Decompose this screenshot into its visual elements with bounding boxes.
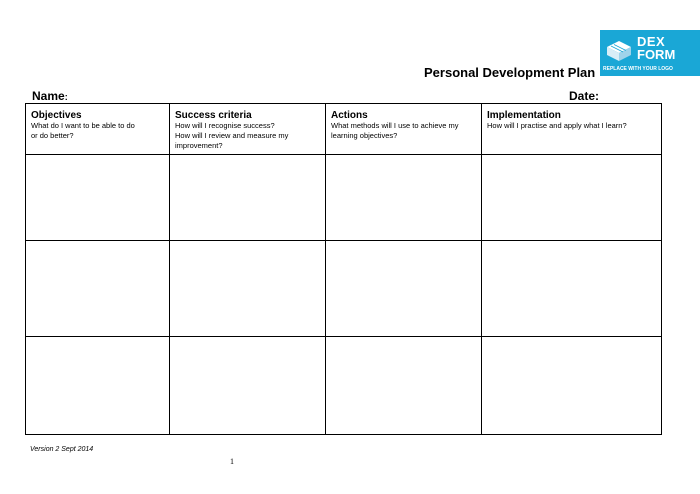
column-header-implementation <box>482 104 662 155</box>
actions-cell[interactable] <box>326 241 482 337</box>
success-criteria-cell[interactable] <box>170 337 326 435</box>
column-subtext: What methods will I use to achieve my learning objectives? <box>331 121 459 140</box>
name-label-text: Name <box>32 89 65 103</box>
logo-tagline: REPLACE WITH YOUR LOGO <box>603 66 673 72</box>
success-criteria-cell[interactable] <box>170 155 326 241</box>
column-header-actions <box>326 104 482 155</box>
column-subtext: How will I recognise success? How will I review and measure my improvement? <box>175 121 289 150</box>
column-heading: Success criteria <box>175 110 252 121</box>
objectives-cell[interactable] <box>26 155 170 241</box>
page-title: Personal Development Plan <box>424 65 596 80</box>
name-field-label[interactable] <box>32 89 68 103</box>
implementation-cell[interactable] <box>482 337 662 435</box>
table-row <box>26 241 662 337</box>
development-plan-table <box>25 103 662 435</box>
column-heading: Actions <box>331 110 368 121</box>
implementation-cell[interactable] <box>482 241 662 337</box>
date-field-label[interactable]: Date: <box>569 89 600 103</box>
name-label-colon: : <box>64 92 68 102</box>
table-row <box>26 155 662 241</box>
table-header-row <box>26 104 662 155</box>
column-heading: Objectives <box>31 110 82 121</box>
column-subtext: What do I want to be able to do or do better? <box>31 121 135 140</box>
actions-cell[interactable] <box>326 337 482 435</box>
column-header-success-criteria <box>170 104 326 155</box>
objectives-cell[interactable] <box>26 337 170 435</box>
page-number: 1 <box>230 457 234 466</box>
column-subtext: How will I practise and apply what I learn? <box>487 121 627 130</box>
logo-text-line2: FORM <box>637 47 676 62</box>
column-heading: Implementation <box>487 110 561 121</box>
implementation-cell[interactable] <box>482 155 662 241</box>
success-criteria-cell[interactable] <box>170 241 326 337</box>
table-row <box>26 337 662 435</box>
dexform-logo <box>600 30 700 76</box>
column-header-objectives <box>26 104 170 155</box>
logo-text-line1: DEX <box>637 34 666 49</box>
cube-logo-icon <box>605 39 633 63</box>
version-note: Version 2 Sept 2014 <box>30 446 94 453</box>
actions-cell[interactable] <box>326 155 482 241</box>
objectives-cell[interactable] <box>26 241 170 337</box>
